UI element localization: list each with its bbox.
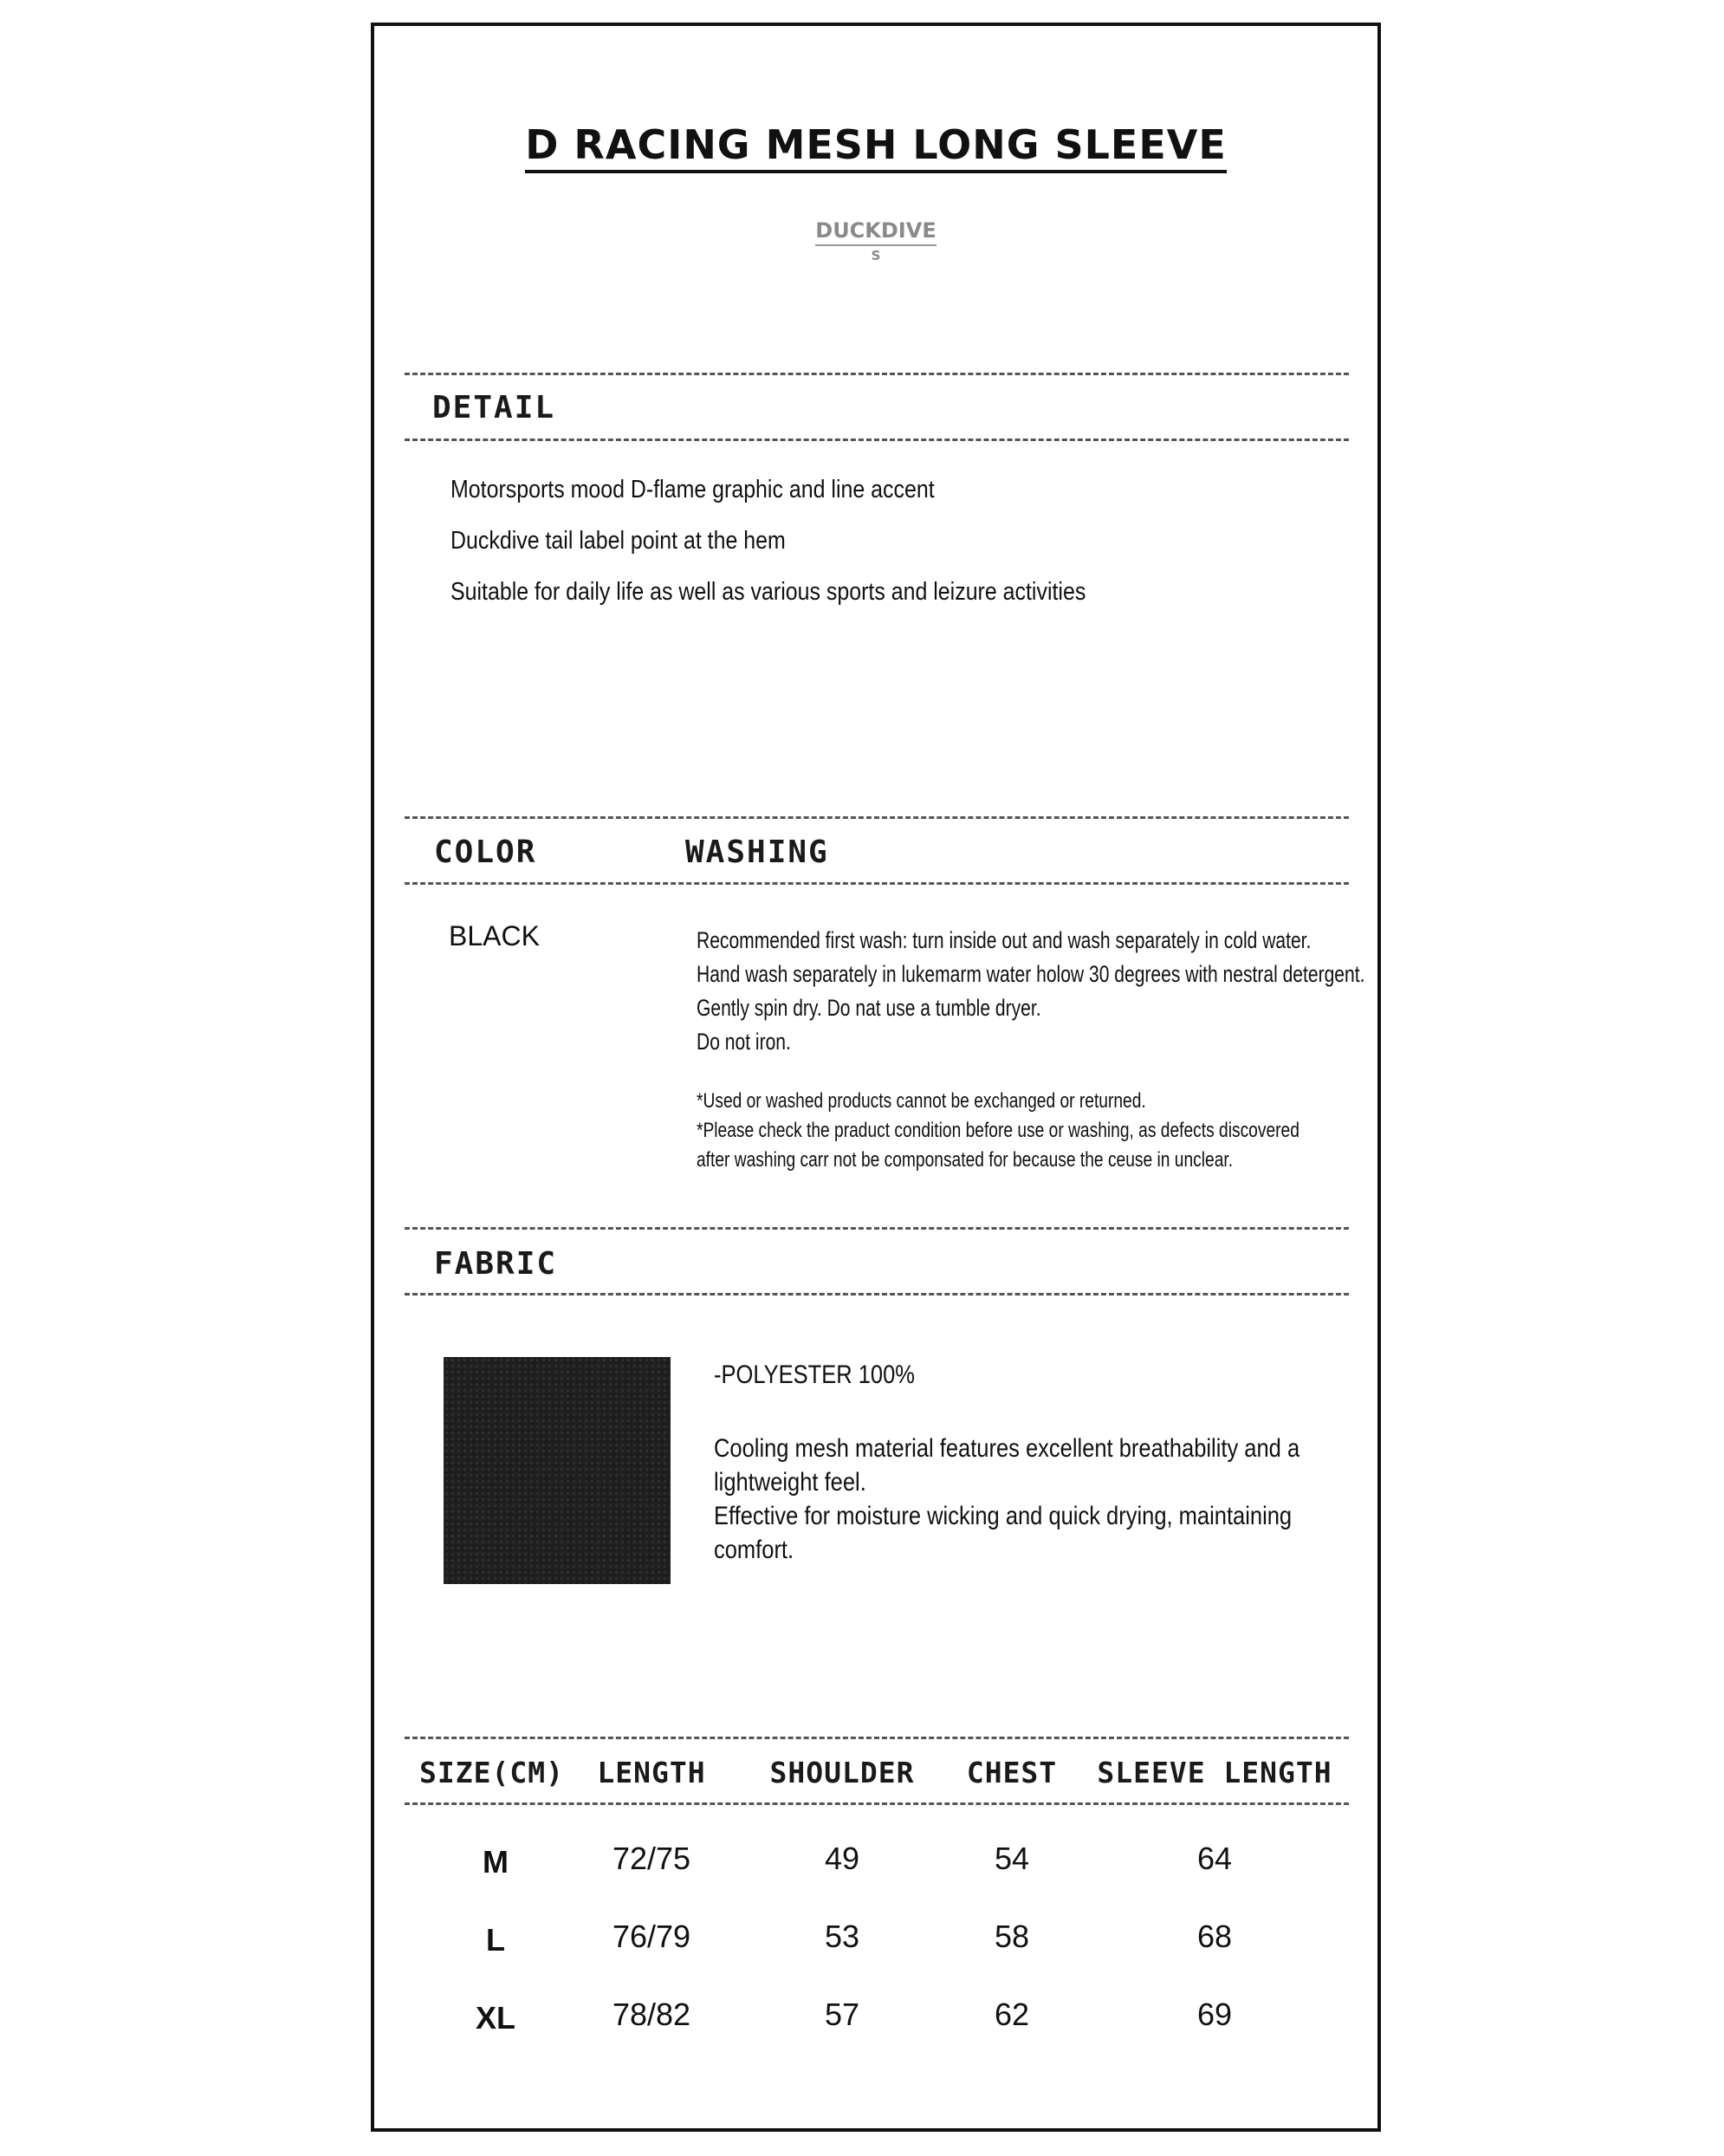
fabric-swatch (444, 1357, 671, 1584)
length-cell: 72/75 (612, 1841, 691, 1876)
detail-line: Duckdive tail label point at the hem (450, 527, 786, 555)
brand-logo-sub: S (871, 248, 881, 263)
chest-cell: 58 (994, 1919, 1030, 1954)
divider (405, 373, 1349, 375)
washing-notes (697, 1087, 1299, 1175)
washing-note: *Used or washed products cannot be exchanged or returned. (697, 1089, 1146, 1113)
brand-logo-word: DUCKDIVE (815, 218, 936, 246)
size-label: XL (475, 2000, 515, 2036)
fabric-line: comfort. (714, 1536, 794, 1564)
fabric-line: lightweight feel. (714, 1468, 866, 1497)
washing-line: Hand wash separately in lukemarm water holow 30 degrees with nestral detergent. (697, 961, 1365, 987)
divider (405, 816, 1349, 819)
divider (405, 1293, 1349, 1296)
shoulder-cell: 57 (824, 1997, 860, 2032)
length-cell: 76/79 (612, 1919, 691, 1954)
product-info-sheet (371, 23, 1381, 2132)
size-label: L (486, 1922, 505, 1958)
washing-line: Recommended first wash: turn inside out and wash separately in cold water. (697, 927, 1312, 953)
divider (405, 1737, 1349, 1739)
fabric-composition: -POLYESTER 100% (714, 1360, 915, 1389)
detail-line: Suitable for daily life as well as various sports and leizure activities (450, 578, 1086, 606)
size-header: SIZE(CM) (419, 1756, 564, 1789)
shoulder-cell: 49 (824, 1841, 860, 1876)
shoulder-header: SHOULDER (769, 1756, 915, 1789)
size-label: M (483, 1844, 509, 1880)
shoulder-cell: 53 (824, 1919, 860, 1954)
fabric-line: Cooling mesh material features excellent breathability and a (714, 1434, 1300, 1463)
fabric-description (714, 1432, 1299, 1567)
sleeve-cell: 69 (1196, 1997, 1233, 2032)
fabric-line: Effective for moisture wicking and quick drying, maintaining (714, 1502, 1293, 1530)
sleeve-length-header: SLEEVE LENGTH (1097, 1756, 1332, 1789)
fabric-heading: FABRIC (434, 1246, 558, 1282)
washing-heading: WASHING (685, 834, 829, 870)
detail-line: Motorsports mood D-flame graphic and line accent (450, 476, 935, 503)
sleeve-cell: 68 (1196, 1919, 1233, 1954)
divider (405, 882, 1349, 885)
chest-cell: 54 (994, 1841, 1030, 1876)
chest-cell: 62 (994, 1997, 1030, 2032)
washing-instructions (697, 924, 1364, 1059)
detail-list (450, 464, 1086, 618)
color-value: BLACK (449, 920, 540, 951)
length-header: LENGTH (597, 1756, 706, 1789)
color-heading: COLOR (434, 834, 537, 870)
product-title-text: D RACING MESH LONG SLEEVE (525, 121, 1227, 173)
sleeve-cell: 64 (1196, 1841, 1233, 1876)
brand-logo (374, 218, 1377, 263)
washing-note: *Please check the praduct condition before use or washing, as defects discovered (697, 1119, 1299, 1142)
washing-line: Do not iron. (697, 1029, 791, 1055)
chest-header: CHEST (966, 1756, 1058, 1789)
divider (405, 1802, 1349, 1805)
washing-note: after washing carr not be componsated for because the ceuse in unclear. (697, 1148, 1234, 1172)
product-title (374, 121, 1377, 168)
divider (405, 438, 1349, 441)
detail-heading: DETAIL (432, 390, 556, 425)
length-cell: 78/82 (612, 1997, 691, 2032)
divider (405, 1227, 1349, 1230)
washing-line: Gently spin dry. Do nat use a tumble dryer. (697, 995, 1041, 1021)
